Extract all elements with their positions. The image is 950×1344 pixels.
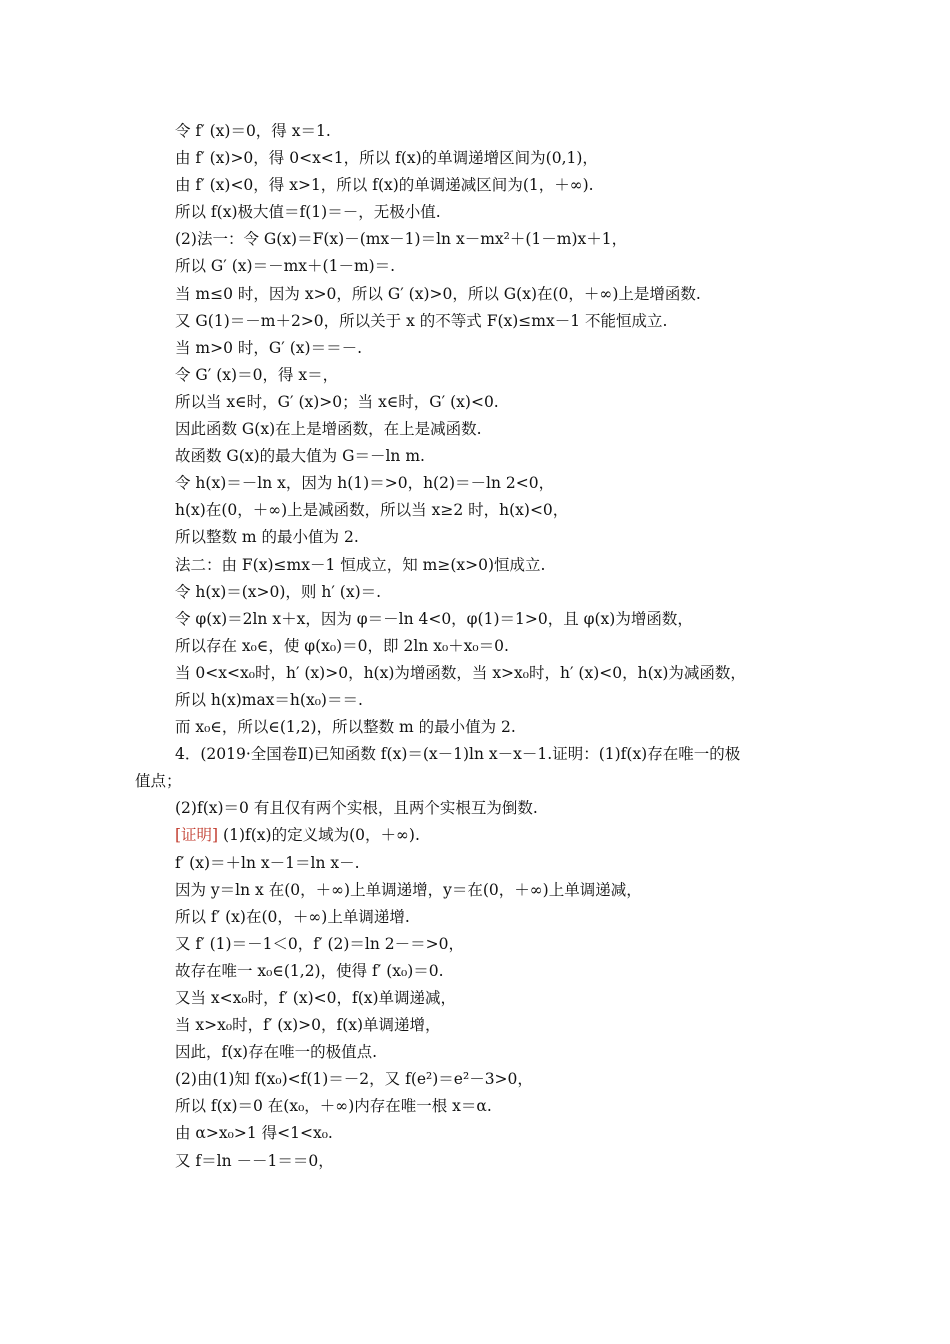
text-line: 故函数 G(x)的最大值为 G＝－ln m.	[175, 447, 425, 466]
text-line: 由 f′ (x)>0，得 0<x<1，所以 f(x)的单调递增区间为(0,1)，	[175, 149, 598, 168]
problem-4-statement-cont: 值点；	[135, 772, 182, 791]
document-body	[0, 118, 950, 1175]
text-line: 所以当 x∈时，G′ (x)>0；当 x∈时，G′ (x)<0.	[175, 392, 499, 411]
proof-line: 当 x>x₀时，f′ (x)>0，f(x)单调递增，	[175, 1016, 441, 1035]
proof-line: 因为 y＝ln x 在(0，＋∞)上单调递增，y＝在(0，＋∞)上单调递减，	[175, 880, 642, 899]
text-line: 而 x₀∈，所以∈(1,2)，所以整数 m 的最小值为 2.	[175, 718, 516, 737]
text-line: 令 h(x)＝(x>0)，则 h′ (x)＝.	[175, 582, 382, 601]
proof-line: 又 f＝ln －－1＝＝0，	[175, 1151, 334, 1170]
text-line: 当 m>0 时，G′ (x)＝＝－.	[175, 338, 362, 357]
text-line: h(x)在(0，＋∞)上是减函数，所以当 x≥2 时，h(x)<0，	[175, 501, 569, 520]
text-line: 所以 G′ (x)＝－mx＋(1－m)＝.	[175, 257, 396, 276]
text-line: 法二：由 F(x)≤mx－1 恒成立，知 m≥(x>0)恒成立.	[175, 555, 546, 574]
proof-header-line	[0, 822, 950, 849]
proof-line: f′ (x)＝＋ln x－1＝ln x－.	[175, 853, 360, 872]
text-line: 所以存在 x₀∈，使 φ(x₀)＝0，即 2ln x₀＋x₀＝0.	[175, 636, 509, 655]
proof-line: 所以 f(x)＝0 在(x₀，＋∞)内存在唯一根 x＝α.	[175, 1097, 492, 1116]
text-line: 因此函数 G(x)在上是增函数，在上是减函数.	[175, 420, 482, 439]
proof-tag: [证明]	[175, 826, 219, 845]
proof-line: 故存在唯一 x₀∈(1,2)，使得 f′ (x₀)＝0.	[175, 961, 444, 980]
proof-line: 又 f′ (1)＝－1＜0，f′ (2)＝ln 2－＝>0，	[175, 934, 465, 953]
text-line: 令 f′ (x)＝0，得 x＝1.	[175, 122, 331, 140]
text-line: 所以 h(x)max＝h(x₀)＝＝.	[175, 690, 363, 709]
proof-first-line: (1)f(x)的定义域为(0，＋∞).	[223, 826, 420, 845]
text-line: 当 m≤0 时，因为 x>0，所以 G′ (x)>0，所以 G(x)在(0，＋∞)上是增函数.	[175, 284, 701, 303]
problem-4-part-2: (2)f(x)＝0 有且仅有两个实根，且两个实根互为倒数.	[175, 799, 538, 818]
proof-line: (2)由(1)知 f(x₀)<f(1)＝－2，又 f(e²)＝e²－3>0，	[175, 1070, 533, 1089]
proof-line: 所以 f′ (x)在(0，＋∞)上单调递增.	[175, 907, 410, 926]
text-line: 由 f′ (x)<0，得 x>1，所以 f(x)的单调递减区间为(1，＋∞).	[175, 176, 594, 195]
proof-line: 由 α>x₀>1 得<1<x₀.	[175, 1124, 333, 1143]
text-line: 令 h(x)＝－ln x，因为 h(1)＝>0，h(2)＝－ln 2<0，	[175, 474, 555, 493]
text-line: 又 G(1)＝－m＋2>0，所以关于 x 的不等式 F(x)≤mx－1 不能恒成立.	[175, 311, 668, 330]
text-line: 令 G′ (x)＝0，得 x＝，	[175, 365, 339, 384]
text-line: 所以 f(x)极大值＝f(1)＝－，无极小值.	[175, 203, 441, 222]
text-line: (2)法一：令 G(x)＝F(x)－(mx－1)＝ln x－mx²＋(1－m)x＋1，	[175, 230, 628, 249]
text-line: 所以整数 m 的最小值为 2.	[175, 528, 359, 547]
proof-line: 因此，f(x)存在唯一的极值点.	[175, 1043, 378, 1062]
problem-4-statement: 4．(2019·全国卷Ⅱ)已知函数 f(x)＝(x－1)ln x－x－1.证明：(1)f(x)存在唯一的极	[175, 745, 741, 764]
text-line: 当 0<x<x₀时，h′ (x)>0，h(x)为增函数，当 x>x₀时，h′ (x)<0，h(x)为减函数，	[175, 663, 746, 682]
proof-line: 又当 x<x₀时，f′ (x)<0，f(x)单调递减，	[175, 989, 457, 1007]
text-line: 令 φ(x)＝2ln x＋x，因为 φ＝－ln 4<0，φ(1)＝1>0，且 φ(x)为增函数，	[175, 609, 693, 628]
